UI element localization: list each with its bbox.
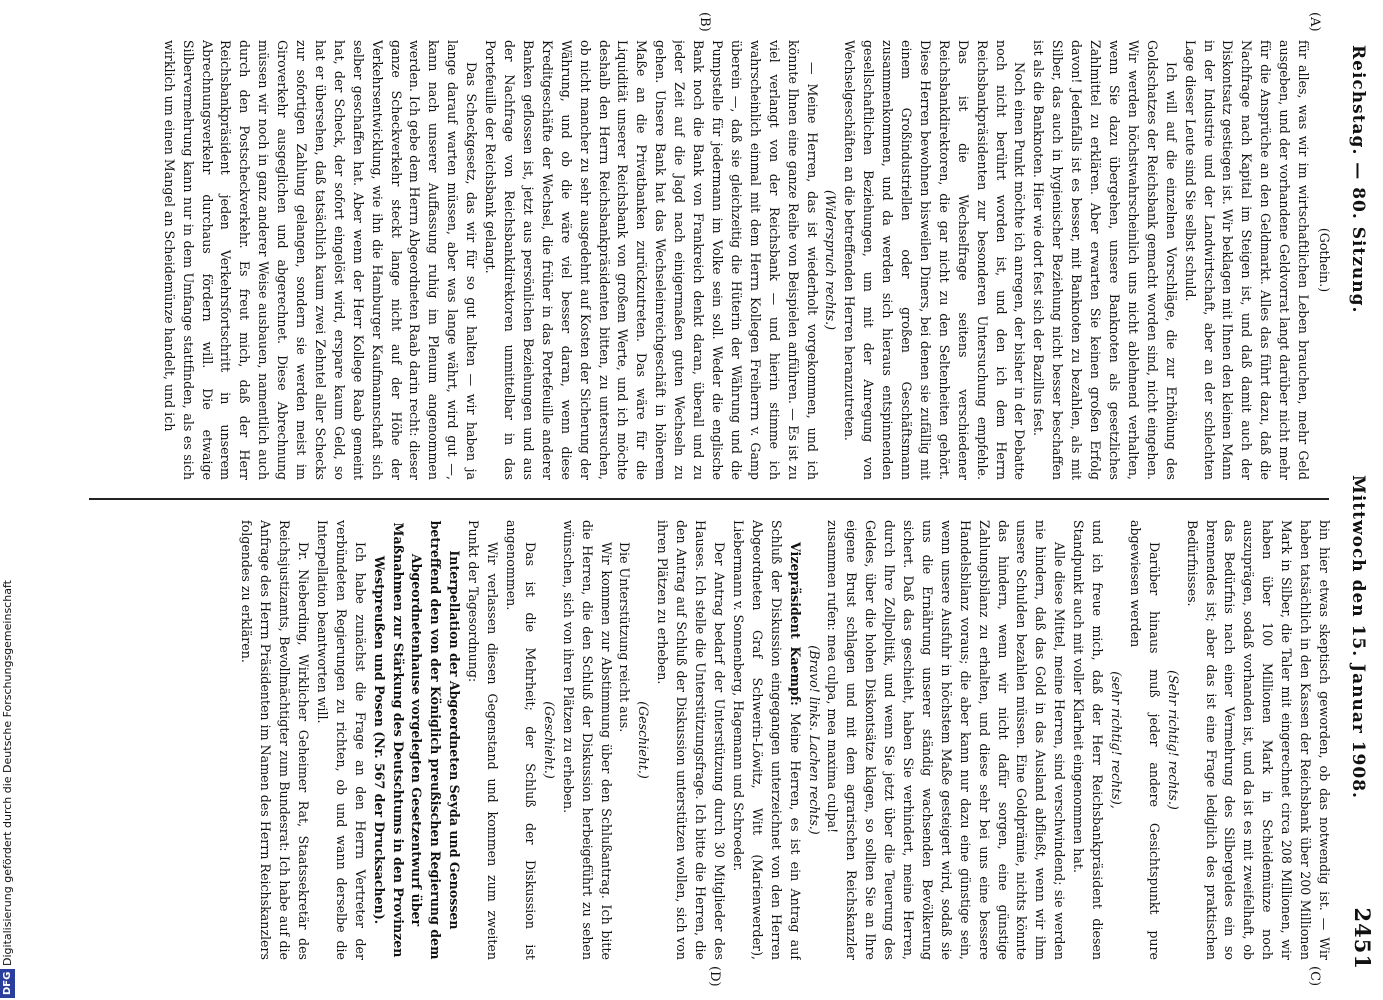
agenda-item: Interpellation der Abgeordneten Seyda und Genossen betreffend den von der Königlich preußischen Regierung dem Abgeordnetenhause vorgelegten Gesetzentwurf über Maßnahmen zur Stärkung des Deutschtums in den Provinzen Westpreußen und Posen (Nr. 567 der Drucksachen).	[371, 520, 463, 960]
column-divider	[89, 498, 1329, 500]
paragraph: Ich will auf die einzelnen Vorschläge, die zur Erhöhung des Goldschatzes der Reichsbank gemacht worden sind, nicht eingehen. Wir werden höchstwahrscheinlich uns nicht ablehnend verhalten, wenn Sie dazu übergehen, unsere Banknoten als gesetzliches Zahlmittel zu erklären. Aber erwarten Sie keinen großen Erfolg davon! Jedenfalls ist es besser, mit Banknoten zu bezahlen, als mit Silber, das auch in hygienischer Beziehung nicht besser beschaffen ist als die Banknoten. Hier wie dort fest sich der Bazillus fest.	[1031, 40, 1179, 480]
paragraph: für alles, was wir im wirtschaftlichen Leben brauchen, mehr Geld ausgeben, und der vorhandene Geldvorrat langt darüber nicht mehr für die Ansprüche an den Geldmarkt. Alles das führt dazu, daß die Nachfrage nach Kapital im Steigen ist, und daß damit auch der Diskontsatz gestiegen ist. Wir beklagen mit Ihnen den kleinen Mann in der Industrie und der Landwirtschaft, aber an der schlechten Lage dieser Leute sind Sie selbst schuld.	[1182, 40, 1312, 480]
paragraph: Noch einen Punkt möchte ich anregen, der bisher in der Debatte noch nicht berührt worden ist, und den ich dem Herrn Reichsbankpräsidenten zur besonderen Untersuchung empfehle. Das ist die Wechselfrage seitens verschiedener Reichsbankdirektoren, die gar nicht zu den Seltenheiten gehört. Diese Herren bewohnen bisweilen Diners, bei denen sie zufällig mit einem Großindustriellen oder großen Geschäftsmann zusammenkommen, und da werden sich hieraus entspinnenden gesellschaftlichen Beziehungen, um mit der Anregung von Wechselgeschäften an die betreffenden Herren heranzutreten.	[842, 40, 1028, 480]
speaker-label: (Gothein.)	[1317, 227, 1332, 293]
page-header	[1345, 45, 1375, 970]
interjection: (Geschieht.)	[541, 701, 557, 779]
interjection: (sehr richtig! rechts),	[1109, 671, 1125, 809]
margin-mark-a: (A)	[1307, 12, 1322, 32]
paragraph: Wir verlassen diesen Gegenstand und kommen zum zweiten Punkt der Tagesordnung:	[466, 520, 501, 960]
paragraph: Meine Herren, es ist ein Antrag auf Schluß der Diskussion eingegangen unterzeichnet von den Herren Abgeordneten Graf Schwerin-Löwitz, Witt (Marienwerder), Liebermann v. Sonnenberg, Hagemann und Schroeder.	[730, 520, 803, 960]
margin-mark-d: (D)	[707, 966, 722, 987]
interjection: (Widerspruch rechts.)	[823, 189, 839, 331]
left-column	[83, 40, 1333, 480]
document-page	[63, 0, 1383, 1000]
page-number: 2451	[1350, 907, 1375, 970]
speaker-name: Vizepräsident Kaempf:	[787, 542, 803, 706]
interjection: (Bravo! links. Lachen rechts.)	[806, 645, 822, 835]
margin-mark-b: (B)	[697, 12, 712, 32]
interjection: (Geschieht.)	[636, 701, 652, 779]
paragraph: Das Scheckgesetz, das wir für so gut halten — wir haben ja lange darauf warten müssen, aber was lange währt, wird gut —, kann nach unserer Auffassung ruhig im Plenum angenommen werden. Ich gebe dem Herrn Abgeordneten Raab darin recht: dieser ganze Scheckverkehr steckt lange nicht auf der Höhe der Verkehrsentwicklung, wie ihn die Hamburger Kaufmannschaft sich selber geschaffen hat. Aber wenn der Herr Kollege Raab gemeint hat, der Scheck, der sofort eingelöst wird, erspare kaum Geld, so hat er übersehen, daß tatsächlich kaum zwei Zehntel aller Schecks zur sofortigen Zahlung gelangen, sondern sie werden meist im Giroverkehr ausgeglichen und abgerechnet. Diese Abrechnung müssen wir noch in ganz anderer Weise ausbauen, namentlich auch durch den Postscheckverkehr. Es freut mich, daß der Herr Reichsbankpräsident jeden Verkehrsfortschritt in unserem Abrechnungsverkehr durchaus fördern will. Die etwaige Silbervermehrung kann nur in dem Umfange stattfinden, als es sich wirklich um einen Mangel an Scheidemünze handelt, und ich	[161, 40, 480, 480]
paragraph: bin hier etwas skeptisch geworden, ob das notwendig ist. — Wir haben tatsächlich in den Kassen der Reichsbank über 200 Millionen Mark in Silber, die Taler mit eingerechnet circa 208 Millionen, wir haben über 100 Millionen Mark in Scheidemünze noch auszuprägen, sodaß vorhanden ist, und da ist es mit zweifelhaft, ob das Bedürfnis nach einer Vermehrung des Silbergeldes ein so brennendes ist; aber das ist eine Frage lediglich des praktischen Bedürfnisses.	[1184, 520, 1332, 960]
paragraph: Wir kommen zur Abstimmung über den Schlußantrag. Ich bitte die Herren, die den Schluß der Diskussion herbeigeführt zu sehen wünschen, sich von ihren Plätzen zu erheben.	[560, 520, 614, 960]
paragraph: und ich freue mich, daß der Herr Reichsbankpräsident diesen Standpunkt auch mit voller Klarheit eingenommen hat.	[1071, 520, 1106, 960]
paragraph: Der Antrag bedarf der Unterstützung durch 30 Mitglieder des Hauses. Ich stelle die Unterstützungsfrage. Ich bitte die Herren, die den Antrag auf Schluß der Diskussion unterstützen wollen, sich von ihren Plätzen zu erheben.	[655, 520, 727, 960]
paragraph: Ich habe zunächst die Frage an den Herrn Vertreter der verbündeten Regierungen zu richten, ob und wann derselbe die Interpellation beantworten will.	[314, 520, 368, 960]
interjection: (Sehr richtig! rechts.)	[1165, 670, 1181, 810]
paragraph: Alle diese Mittel, meine Herren, sind verschwindend; sie werden nie hindern, daß das Gold in das Ausland abfließt, wenn wir ihm unsere Schulden bezahlen müssen. Eine Goldprämie, nichts könnte das hindern, wenn wir nicht dafür sorgen, eine günstige Zahlungsbilanz zu erhalten, und diese sehr bei uns eine bessere Handelsbilanz voraus; die aber kann nur dazu eine günstige sein, wenn unsere Ausfuhr in höchstem Maße gesteigert wird, sodaß sie uns die Ernährung unserer ständig wachsenden Bevölkerung sichert. Daß das geschieht, haben Sie verhindert, meine Herren, durch Ihre Zollpolitik, und wenn Sie jetzt über die Teuerung des Geldes, über die hohen Diskontsätze klagen, so sollten Sie an Ihre eigene Brust schlagen und mit dem agrarischen Reichskanzler zusammen rufen: mea culpa, mea maxima culpa!	[825, 520, 1068, 960]
paragraph: Das ist die Mehrheit; der Schluß der Diskussion ist angenommen.	[504, 520, 538, 960]
paragraph: — Meine Herren, das ist wiederholt vorgekommen, und ich könnte Ihnen eine ganze Reihe von Beispielen anführen. — Es ist zu viel verlangt von der Reichsbank — und hierin stimme ich wahrscheinlich einmal mit dem Herrn Kollegen Freiherrn v. Gamp überein —, daß sie gleichzeitig die Hüterin der Währung und die Pumpstelle für jedermann im Volke sein soll. Weder die englische Bank noch die Bank von Frankreich denkt daran, überall und zu jeder Zeit auf die Jagd nach einigermaßen guten Wechseln zu gehen. Unsere Bank hat das Wechseleinreichgeschäft in höherem Maße an die Privatbanken zurückzutreten. Das wäre für die Liquidität unserer Reichsbank von großem Werte, und ich möchte deshalb den Herrn Reichsbankpräsidenten bitten, zu untersuchen, ob nicht mancher zu sehr ausgedehnt auf Kosten der Sicherung der Währung, und ob die wäre viel besser daran, wenn diese Kreditgeschäfte der Wechsel, die früher in das Portefeuille anderer Banken geflossen ist, jetzt aus persönlichen Beziehungen und aus der Nachfrage von Reichsbankdirektoren unmittelbar in das Portefeuille der Reichsbank gelangt.	[483, 40, 820, 480]
footer-strip	[0, 0, 16, 1000]
paragraph: Darüber hinaus muß jeder andere Gesichtspunkt pure abgewiesen werden	[1127, 520, 1162, 960]
header-right: Mittwoch den 15. Januar 1908.	[1348, 475, 1368, 799]
header-left: Reichstag. — 80. Sitzung.	[1348, 45, 1368, 314]
dfg-logo: DFG	[0, 969, 15, 998]
margin-mark-c: (C)	[1307, 966, 1322, 987]
paragraph: Die Unterstützung reicht aus.	[617, 542, 633, 733]
right-column	[83, 520, 1333, 960]
digitization-credit: Digitalisierung gefördert durch die Deutsche Forschungsgemeinschaft	[1, 580, 14, 966]
paragraph: Dr. Nieberding, Wirklicher Geheimer Rat, Staatssekretär des Reichsjustizamts, Bevollmächtigter zum Bundesrat: Ich habe auf die Anfrage des Herrn Präsidenten im Namen des Herrn Reichskanzlers folgendes zu erklären.	[239, 520, 312, 960]
